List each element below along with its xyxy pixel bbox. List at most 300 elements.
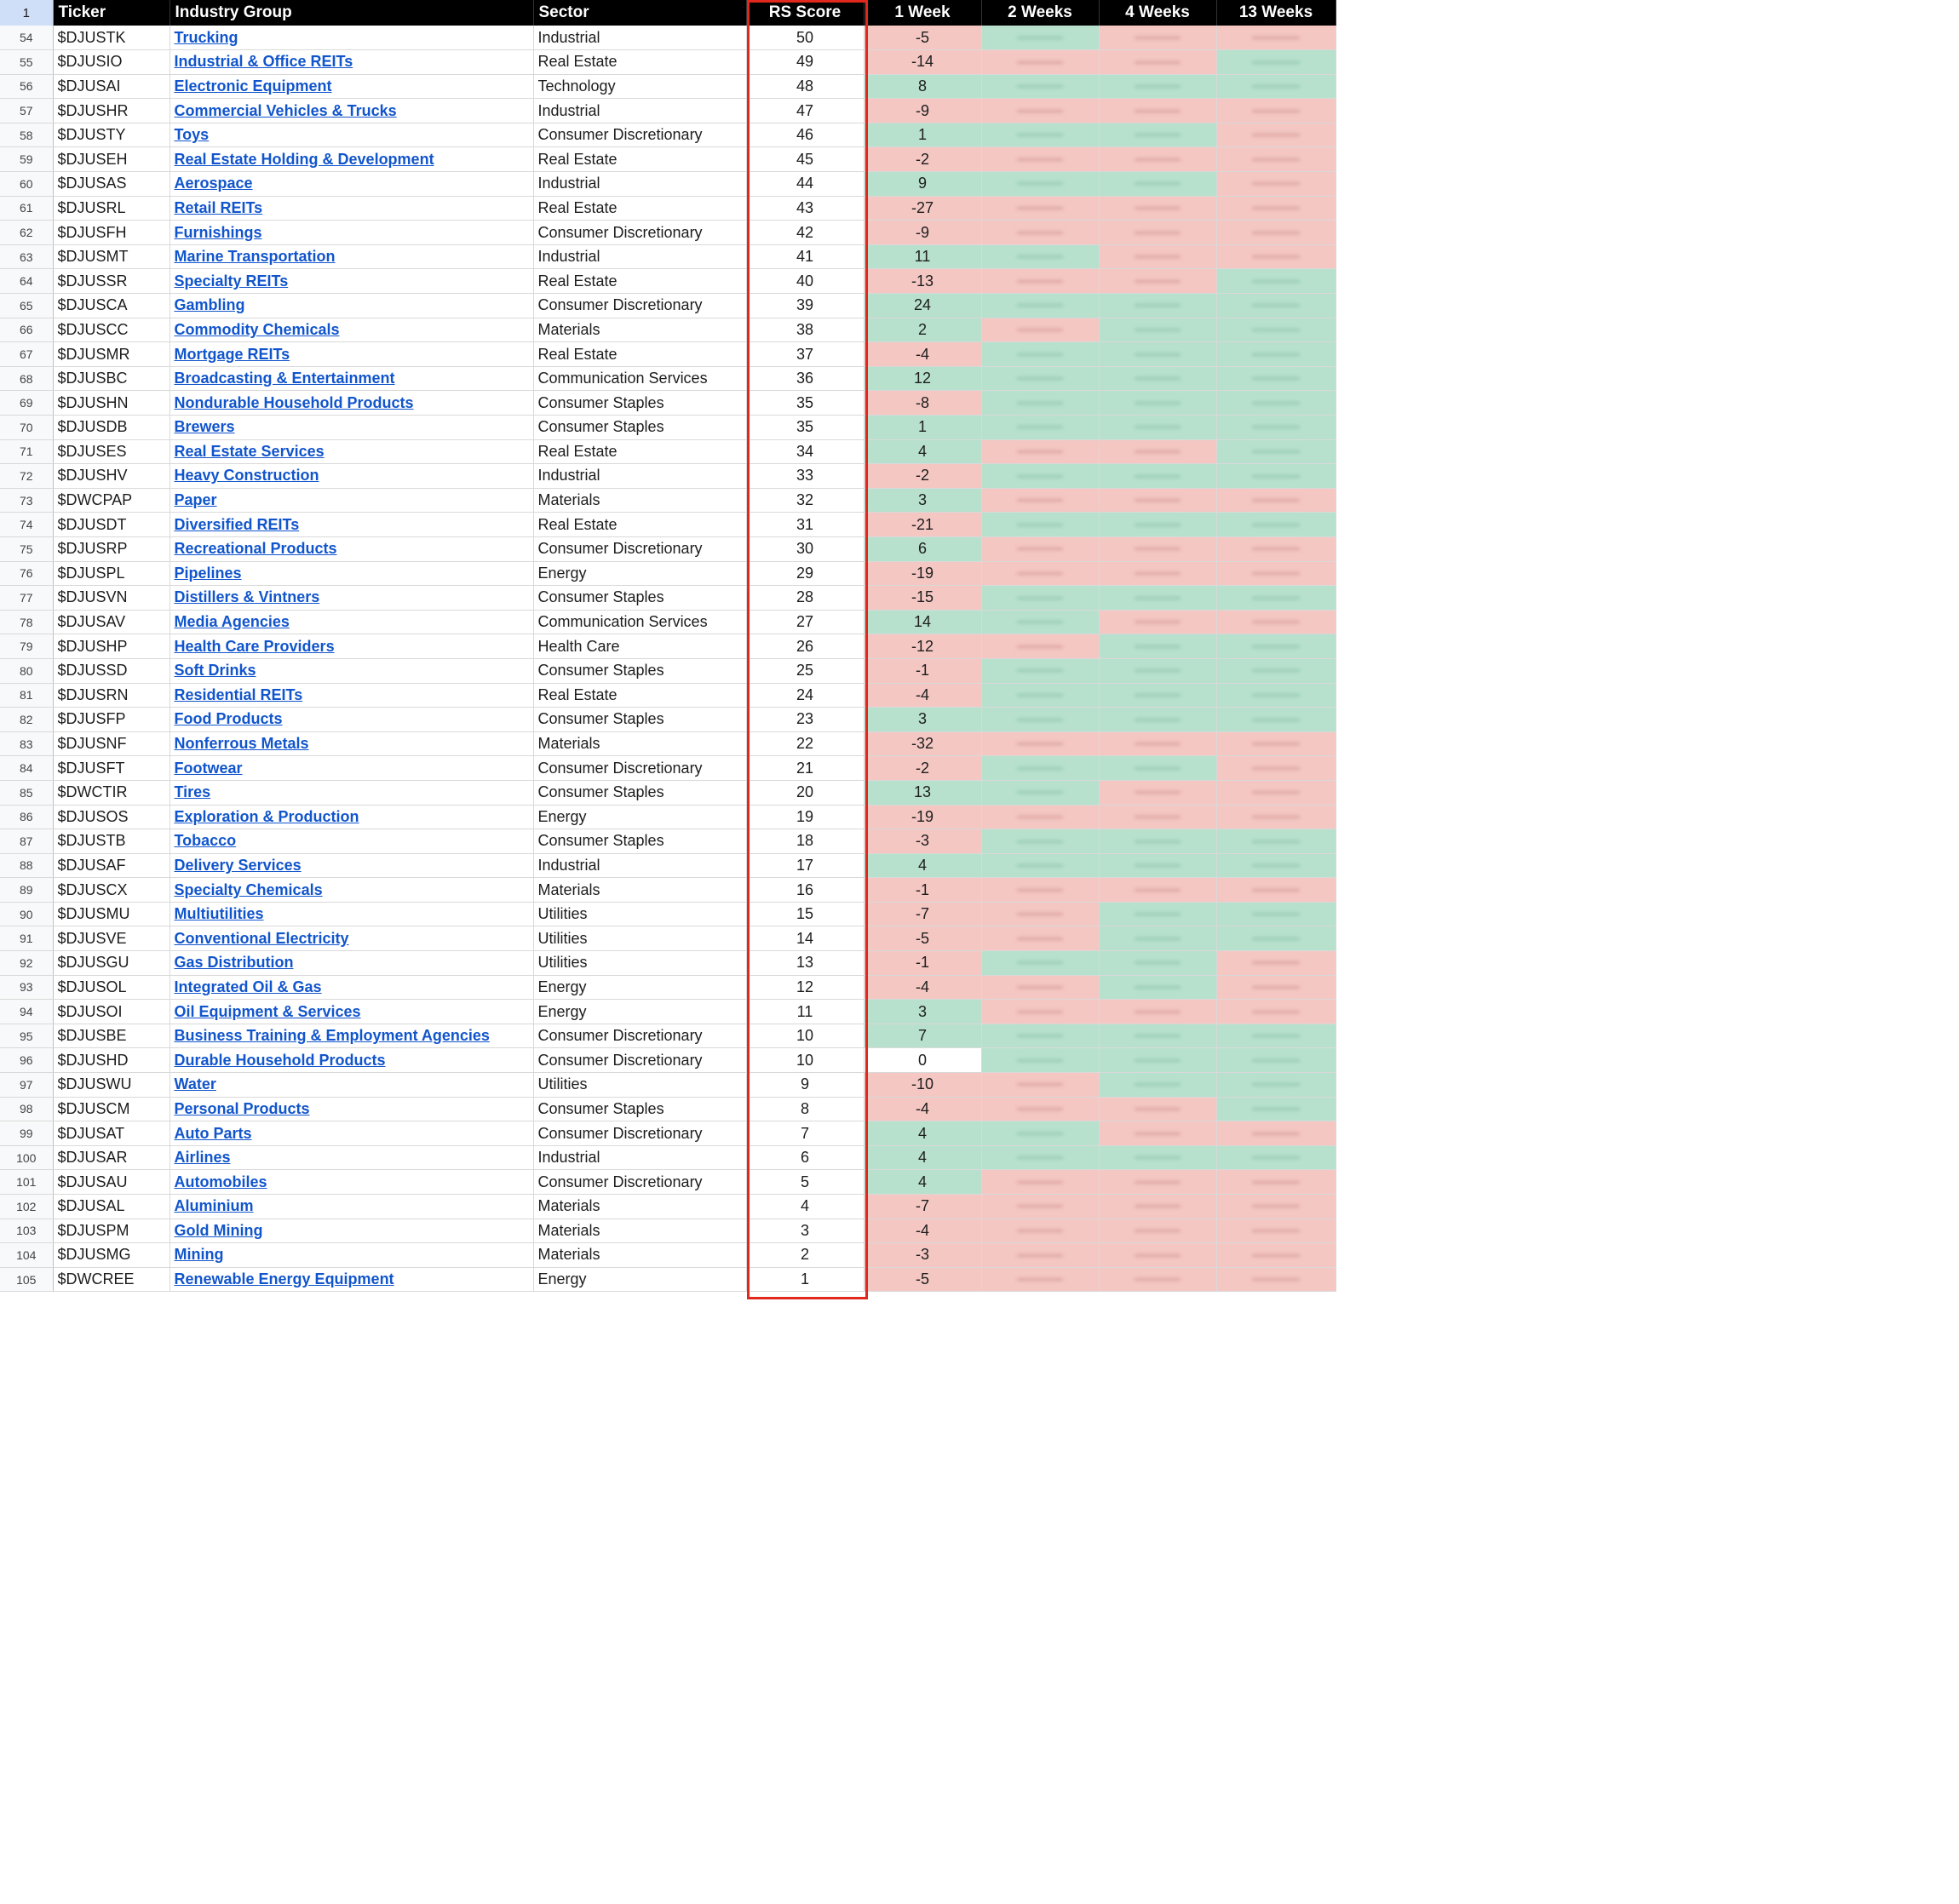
week4-blurred-cell[interactable] xyxy=(1099,416,1216,440)
week1-change-cell[interactable]: 4 xyxy=(864,1145,981,1170)
industry-group-link[interactable]: Specialty Chemicals xyxy=(174,880,323,898)
table-row[interactable] xyxy=(0,780,1336,805)
week2-blurred-cell[interactable] xyxy=(981,1048,1099,1073)
sector-cell[interactable]: Energy xyxy=(533,561,746,586)
ticker-cell[interactable]: $DJUSTY xyxy=(53,123,169,147)
sector-cell[interactable]: Industrial xyxy=(533,464,746,489)
week1-change-cell[interactable]: -8 xyxy=(864,391,981,416)
week4-blurred-cell[interactable] xyxy=(1099,147,1216,172)
week2-blurred-cell[interactable] xyxy=(981,99,1099,123)
industry-group-cell[interactable] xyxy=(169,1000,533,1024)
table-row[interactable] xyxy=(0,561,1336,586)
sector-cell[interactable]: Consumer Discretionary xyxy=(533,123,746,147)
industry-group-cell[interactable] xyxy=(169,74,533,99)
industry-group-cell[interactable] xyxy=(169,561,533,586)
week4-blurred-cell[interactable] xyxy=(1099,464,1216,489)
week1-change-cell[interactable]: -21 xyxy=(864,513,981,537)
ticker-cell[interactable]: $DJUSPL xyxy=(53,561,169,586)
sector-cell[interactable]: Real Estate xyxy=(533,147,746,172)
week1-change-cell[interactable]: 14 xyxy=(864,610,981,634)
week13-blurred-cell[interactable] xyxy=(1216,902,1336,926)
week2-blurred-cell[interactable] xyxy=(981,610,1099,634)
sector-cell[interactable]: Materials xyxy=(533,731,746,756)
table-row[interactable] xyxy=(0,391,1336,416)
industry-group-cell[interactable] xyxy=(169,123,533,147)
sector-cell[interactable]: Utilities xyxy=(533,951,746,976)
week2-blurred-cell[interactable] xyxy=(981,829,1099,854)
ticker-cell[interactable]: $DJUSBC xyxy=(53,366,169,391)
ticker-cell[interactable]: $DJUSCM xyxy=(53,1097,169,1121)
sector-cell[interactable]: Technology xyxy=(533,74,746,99)
rs-score-cell[interactable]: 39 xyxy=(746,294,864,318)
row-number[interactable]: 74 xyxy=(0,513,53,537)
ticker-cell[interactable]: $DJUSMG xyxy=(53,1243,169,1268)
week1-change-cell[interactable]: 0 xyxy=(864,1048,981,1073)
week4-blurred-cell[interactable] xyxy=(1099,244,1216,269)
week13-blurred-cell[interactable] xyxy=(1216,464,1336,489)
ticker-cell[interactable]: $DJUSMT xyxy=(53,244,169,269)
rs-score-cell[interactable]: 46 xyxy=(746,123,864,147)
week1-change-cell[interactable]: 24 xyxy=(864,294,981,318)
row-number[interactable]: 83 xyxy=(0,731,53,756)
week1-change-cell[interactable]: -5 xyxy=(864,1267,981,1292)
industry-group-link[interactable]: Brewers xyxy=(174,418,235,436)
industry-group-cell[interactable] xyxy=(169,1121,533,1146)
industry-group-link[interactable]: Water xyxy=(174,1075,216,1093)
industry-group-header[interactable]: Industry Group xyxy=(169,0,533,26)
rs-score-cell[interactable]: 10 xyxy=(746,1024,864,1048)
rs-score-cell[interactable]: 6 xyxy=(746,1145,864,1170)
ticker-cell[interactable]: $DWCTIR xyxy=(53,780,169,805)
ticker-cell[interactable]: $DJUSHD xyxy=(53,1048,169,1073)
week4-blurred-cell[interactable] xyxy=(1099,294,1216,318)
ticker-cell[interactable]: $DJUSES xyxy=(53,439,169,464)
week2-blurred-cell[interactable] xyxy=(981,488,1099,513)
rs-score-cell[interactable]: 29 xyxy=(746,561,864,586)
week2-blurred-cell[interactable] xyxy=(981,853,1099,878)
week4-blurred-cell[interactable] xyxy=(1099,780,1216,805)
ticker-cell[interactable]: $DJUSHV xyxy=(53,464,169,489)
week13-blurred-cell[interactable] xyxy=(1216,294,1336,318)
industry-group-cell[interactable] xyxy=(169,708,533,732)
table-row[interactable] xyxy=(0,221,1336,245)
industry-group-link[interactable]: Oil Equipment & Services xyxy=(174,1002,361,1020)
week13-blurred-cell[interactable] xyxy=(1216,1145,1336,1170)
row-number[interactable]: 90 xyxy=(0,902,53,926)
row-number[interactable]: 97 xyxy=(0,1073,53,1098)
week4-blurred-cell[interactable] xyxy=(1099,1000,1216,1024)
sector-cell[interactable]: Consumer Staples xyxy=(533,1097,746,1121)
week13-blurred-cell[interactable] xyxy=(1216,123,1336,147)
industry-group-cell[interactable] xyxy=(169,147,533,172)
rs-score-cell[interactable]: 37 xyxy=(746,342,864,367)
week4-blurred-cell[interactable] xyxy=(1099,1170,1216,1195)
rs-score-cell[interactable]: 38 xyxy=(746,318,864,342)
industry-group-cell[interactable] xyxy=(169,902,533,926)
industry-group-cell[interactable] xyxy=(169,780,533,805)
row-number[interactable]: 79 xyxy=(0,634,53,659)
row-number[interactable]: 55 xyxy=(0,50,53,75)
week1-change-cell[interactable]: -4 xyxy=(864,1097,981,1121)
industry-group-cell[interactable] xyxy=(169,829,533,854)
industry-group-link[interactable]: Exploration & Production xyxy=(174,807,359,825)
week4-blurred-cell[interactable] xyxy=(1099,269,1216,294)
week2-blurred-cell[interactable] xyxy=(981,586,1099,611)
industry-group-link[interactable]: Aluminium xyxy=(174,1197,254,1215)
industry-group-link[interactable]: Real Estate Services xyxy=(174,442,325,460)
industry-group-link[interactable]: Nondurable Household Products xyxy=(174,393,414,411)
week1-change-cell[interactable]: 9 xyxy=(864,172,981,197)
week2-blurred-cell[interactable] xyxy=(981,1073,1099,1098)
industry-group-link[interactable]: Soft Drinks xyxy=(174,662,256,680)
week13-blurred-cell[interactable] xyxy=(1216,708,1336,732)
week1-change-cell[interactable]: 4 xyxy=(864,1170,981,1195)
ticker-cell[interactable]: $DJUSGU xyxy=(53,951,169,976)
ticker-cell[interactable]: $DJUSSD xyxy=(53,658,169,683)
row-number[interactable]: 56 xyxy=(0,74,53,99)
industry-group-link[interactable]: Integrated Oil & Gas xyxy=(174,978,322,995)
row-number[interactable]: 61 xyxy=(0,196,53,221)
row-number[interactable]: 77 xyxy=(0,586,53,611)
week1-change-cell[interactable]: 4 xyxy=(864,439,981,464)
rs-score-cell[interactable]: 31 xyxy=(746,513,864,537)
row-number[interactable]: 102 xyxy=(0,1195,53,1219)
row-number[interactable]: 68 xyxy=(0,366,53,391)
rs-score-cell[interactable]: 41 xyxy=(746,244,864,269)
week13-blurred-cell[interactable] xyxy=(1216,221,1336,245)
row-number[interactable]: 60 xyxy=(0,172,53,197)
rs-score-cell[interactable]: 43 xyxy=(746,196,864,221)
industry-group-link[interactable]: Heavy Construction xyxy=(174,467,319,485)
table-row[interactable] xyxy=(0,1267,1336,1292)
week13-blurred-cell[interactable] xyxy=(1216,416,1336,440)
industry-group-cell[interactable] xyxy=(169,416,533,440)
rs-score-cell[interactable]: 22 xyxy=(746,731,864,756)
industry-group-cell[interactable] xyxy=(169,488,533,513)
week13-blurred-cell[interactable] xyxy=(1216,878,1336,903)
week1-change-cell[interactable]: -1 xyxy=(864,878,981,903)
industry-group-cell[interactable] xyxy=(169,658,533,683)
week4-blurred-cell[interactable] xyxy=(1099,1097,1216,1121)
industry-group-cell[interactable] xyxy=(169,26,533,50)
table-row[interactable] xyxy=(0,244,1336,269)
table-row[interactable] xyxy=(0,464,1336,489)
table-row[interactable] xyxy=(0,123,1336,147)
industry-group-link[interactable]: Distillers & Vintners xyxy=(174,588,320,606)
week4-blurred-cell[interactable] xyxy=(1099,610,1216,634)
week4-blurred-cell[interactable] xyxy=(1099,1048,1216,1073)
ticker-cell[interactable]: $DJUSNF xyxy=(53,731,169,756)
sector-cell[interactable]: Materials xyxy=(533,1195,746,1219)
sector-cell[interactable]: Utilities xyxy=(533,902,746,926)
industry-group-cell[interactable] xyxy=(169,221,533,245)
rs-score-cell[interactable]: 33 xyxy=(746,464,864,489)
week13-blurred-cell[interactable] xyxy=(1216,172,1336,197)
table-row[interactable] xyxy=(0,74,1336,99)
week1-change-cell[interactable]: -5 xyxy=(864,26,981,50)
week2-blurred-cell[interactable] xyxy=(981,416,1099,440)
sector-cell[interactable]: Health Care xyxy=(533,634,746,659)
industry-group-link[interactable]: Food Products xyxy=(174,710,283,728)
industry-group-cell[interactable] xyxy=(169,536,533,561)
ticker-cell[interactable]: $DJUSRP xyxy=(53,536,169,561)
industry-group-link[interactable]: Commodity Chemicals xyxy=(174,320,340,338)
industry-group-link[interactable]: Automobiles xyxy=(174,1173,267,1190)
industry-group-cell[interactable] xyxy=(169,878,533,903)
week4-blurred-cell[interactable] xyxy=(1099,1073,1216,1098)
table-row[interactable] xyxy=(0,708,1336,732)
week4-blurred-cell[interactable] xyxy=(1099,1219,1216,1243)
sector-cell[interactable]: Industrial xyxy=(533,244,746,269)
week4-blurred-cell[interactable] xyxy=(1099,805,1216,829)
industry-group-link[interactable]: Health Care Providers xyxy=(174,637,335,655)
ticker-cell[interactable]: $DJUSAU xyxy=(53,1170,169,1195)
week13-blurred-cell[interactable] xyxy=(1216,756,1336,781)
table-row[interactable] xyxy=(0,1048,1336,1073)
week1-change-cell[interactable]: 6 xyxy=(864,536,981,561)
table-row[interactable] xyxy=(0,1097,1336,1121)
rs-score-cell[interactable]: 10 xyxy=(746,1048,864,1073)
industry-group-link[interactable]: Marine Transportation xyxy=(174,248,336,266)
week2-blurred-cell[interactable] xyxy=(981,1195,1099,1219)
week13-blurred-cell[interactable] xyxy=(1216,536,1336,561)
week13-blurred-cell[interactable] xyxy=(1216,1000,1336,1024)
week1-change-cell[interactable]: -13 xyxy=(864,269,981,294)
week13-blurred-cell[interactable] xyxy=(1216,780,1336,805)
industry-group-link[interactable]: Media Agencies xyxy=(174,613,290,631)
week13-blurred-cell[interactable] xyxy=(1216,1195,1336,1219)
week4-blurred-cell[interactable] xyxy=(1099,1267,1216,1292)
week1-change-cell[interactable]: -27 xyxy=(864,196,981,221)
week1-change-cell[interactable]: -15 xyxy=(864,586,981,611)
week1-change-cell[interactable]: 13 xyxy=(864,780,981,805)
week2-blurred-cell[interactable] xyxy=(981,926,1099,951)
rs-score-cell[interactable]: 15 xyxy=(746,902,864,926)
week4-blurred-cell[interactable] xyxy=(1099,1195,1216,1219)
row-number[interactable]: 75 xyxy=(0,536,53,561)
rs-score-cell[interactable]: 13 xyxy=(746,951,864,976)
sector-cell[interactable]: Consumer Discretionary xyxy=(533,1048,746,1073)
industry-group-cell[interactable] xyxy=(169,610,533,634)
industry-group-cell[interactable] xyxy=(169,1048,533,1073)
sector-cell[interactable]: Consumer Staples xyxy=(533,708,746,732)
rs-score-cell[interactable]: 19 xyxy=(746,805,864,829)
industry-group-link[interactable]: Durable Household Products xyxy=(174,1051,386,1069)
industry-group-link[interactable]: Specialty REITs xyxy=(174,272,289,290)
rs-score-cell[interactable]: 32 xyxy=(746,488,864,513)
industry-group-cell[interactable] xyxy=(169,756,533,781)
sector-cell[interactable]: Materials xyxy=(533,1243,746,1268)
sector-cell[interactable]: Real Estate xyxy=(533,439,746,464)
industry-group-link[interactable]: Aerospace xyxy=(174,175,253,192)
week1-change-cell[interactable]: -14 xyxy=(864,50,981,75)
week4-blurred-cell[interactable] xyxy=(1099,99,1216,123)
industry-group-cell[interactable] xyxy=(169,513,533,537)
week13-blurred-cell[interactable] xyxy=(1216,683,1336,708)
table-row[interactable] xyxy=(0,294,1336,318)
week4-blurred-cell[interactable] xyxy=(1099,634,1216,659)
sector-cell[interactable]: Real Estate xyxy=(533,196,746,221)
industry-group-cell[interactable] xyxy=(169,172,533,197)
sector-header[interactable]: Sector xyxy=(533,0,746,26)
sector-cell[interactable]: Energy xyxy=(533,975,746,1000)
week2-blurred-cell[interactable] xyxy=(981,318,1099,342)
week2-blurred-cell[interactable] xyxy=(981,513,1099,537)
industry-group-link[interactable]: Industrial & Office REITs xyxy=(174,53,353,71)
row-number[interactable]: 64 xyxy=(0,269,53,294)
week4-blurred-cell[interactable] xyxy=(1099,1024,1216,1048)
industry-group-cell[interactable] xyxy=(169,366,533,391)
row-number[interactable]: 101 xyxy=(0,1170,53,1195)
week2-blurred-cell[interactable] xyxy=(981,464,1099,489)
week2-blurred-cell[interactable] xyxy=(981,342,1099,367)
industry-group-link[interactable]: Personal Products xyxy=(174,1099,310,1117)
table-row[interactable] xyxy=(0,1073,1336,1098)
week4-blurred-cell[interactable] xyxy=(1099,50,1216,75)
industry-group-link[interactable]: Recreational Products xyxy=(174,540,337,558)
rs-score-cell[interactable]: 27 xyxy=(746,610,864,634)
table-row[interactable] xyxy=(0,1145,1336,1170)
rs-score-cell[interactable]: 45 xyxy=(746,147,864,172)
industry-group-link[interactable]: Electronic Equipment xyxy=(174,77,332,95)
week4-blurred-cell[interactable] xyxy=(1099,1145,1216,1170)
ticker-cell[interactable]: $DJUSBE xyxy=(53,1024,169,1048)
week13-blurred-cell[interactable] xyxy=(1216,634,1336,659)
row-number[interactable]: 76 xyxy=(0,561,53,586)
row-number-header[interactable]: 1 xyxy=(0,0,53,26)
week2-blurred-cell[interactable] xyxy=(981,1000,1099,1024)
industry-group-link[interactable]: Broadcasting & Entertainment xyxy=(174,370,395,387)
ticker-cell[interactable]: $DJUSFP xyxy=(53,708,169,732)
week2-blurred-cell[interactable] xyxy=(981,634,1099,659)
sector-cell[interactable]: Real Estate xyxy=(533,50,746,75)
table-row[interactable] xyxy=(0,1000,1336,1024)
rs-score-cell[interactable]: 12 xyxy=(746,975,864,1000)
ticker-cell[interactable]: $DJUSAF xyxy=(53,853,169,878)
rs-score-cell[interactable]: 35 xyxy=(746,416,864,440)
industry-group-cell[interactable] xyxy=(169,1073,533,1098)
sector-cell[interactable]: Materials xyxy=(533,318,746,342)
row-number[interactable]: 54 xyxy=(0,26,53,50)
week4-blurred-cell[interactable] xyxy=(1099,731,1216,756)
week1-change-cell[interactable]: -7 xyxy=(864,902,981,926)
rs-score-cell[interactable]: 44 xyxy=(746,172,864,197)
week2-blurred-cell[interactable] xyxy=(981,1024,1099,1048)
table-row[interactable] xyxy=(0,536,1336,561)
rs-score-cell[interactable]: 2 xyxy=(746,1243,864,1268)
row-number[interactable]: 59 xyxy=(0,147,53,172)
sector-cell[interactable]: Consumer Staples xyxy=(533,658,746,683)
week2-blurred-cell[interactable] xyxy=(981,1219,1099,1243)
table-row[interactable] xyxy=(0,926,1336,951)
industry-group-cell[interactable] xyxy=(169,294,533,318)
week2-blurred-cell[interactable] xyxy=(981,196,1099,221)
sector-cell[interactable]: Utilities xyxy=(533,926,746,951)
week13-blurred-cell[interactable] xyxy=(1216,488,1336,513)
week2-blurred-cell[interactable] xyxy=(981,269,1099,294)
week2-blurred-cell[interactable] xyxy=(981,50,1099,75)
table-row[interactable] xyxy=(0,513,1336,537)
ticker-cell[interactable]: $DJUSAV xyxy=(53,610,169,634)
week13-blurred-cell[interactable] xyxy=(1216,975,1336,1000)
ticker-cell[interactable]: $DJUSOS xyxy=(53,805,169,829)
week1-change-cell[interactable]: -2 xyxy=(864,147,981,172)
week2-blurred-cell[interactable] xyxy=(981,74,1099,99)
row-number[interactable]: 87 xyxy=(0,829,53,854)
week1-change-cell[interactable]: -4 xyxy=(864,975,981,1000)
sector-cell[interactable]: Industrial xyxy=(533,172,746,197)
week4-blurred-cell[interactable] xyxy=(1099,439,1216,464)
row-number[interactable]: 86 xyxy=(0,805,53,829)
industry-group-link[interactable]: Trucking xyxy=(174,28,238,46)
week13-blurred-cell[interactable] xyxy=(1216,99,1336,123)
sector-cell[interactable]: Consumer Staples xyxy=(533,780,746,805)
table-row[interactable] xyxy=(0,1024,1336,1048)
rs-score-cell[interactable]: 24 xyxy=(746,683,864,708)
week13-blurred-cell[interactable] xyxy=(1216,829,1336,854)
rs-score-cell[interactable]: 48 xyxy=(746,74,864,99)
industry-group-cell[interactable] xyxy=(169,50,533,75)
week13-blurred-cell[interactable] xyxy=(1216,1219,1336,1243)
industry-group-cell[interactable] xyxy=(169,586,533,611)
table-row[interactable] xyxy=(0,172,1336,197)
table-row[interactable] xyxy=(0,269,1336,294)
industry-group-link[interactable]: Residential REITs xyxy=(174,685,303,703)
ticker-cell[interactable]: $DJUSMR xyxy=(53,342,169,367)
industry-group-link[interactable]: Diversified REITs xyxy=(174,515,300,533)
row-number[interactable]: 80 xyxy=(0,658,53,683)
row-number[interactable]: 62 xyxy=(0,221,53,245)
week13-blurred-cell[interactable] xyxy=(1216,366,1336,391)
industry-group-link[interactable]: Multiutilities xyxy=(174,905,264,923)
sector-cell[interactable]: Consumer Discretionary xyxy=(533,756,746,781)
table-row[interactable] xyxy=(0,951,1336,976)
week13-blurred-cell[interactable] xyxy=(1216,926,1336,951)
week4-blurred-cell[interactable] xyxy=(1099,123,1216,147)
ticker-cell[interactable]: $DJUSEH xyxy=(53,147,169,172)
week1-change-cell[interactable]: 11 xyxy=(864,244,981,269)
industry-group-cell[interactable] xyxy=(169,1145,533,1170)
rs-score-header[interactable]: RS Score xyxy=(746,0,864,26)
industry-group-link[interactable]: Nonferrous Metals xyxy=(174,735,309,753)
row-number[interactable]: 93 xyxy=(0,975,53,1000)
rs-score-cell[interactable]: 20 xyxy=(746,780,864,805)
ticker-cell[interactable]: $DJUSVE xyxy=(53,926,169,951)
row-number[interactable]: 84 xyxy=(0,756,53,781)
week13-blurred-cell[interactable] xyxy=(1216,26,1336,50)
industry-group-link[interactable]: Footwear xyxy=(174,759,243,777)
industry-group-link[interactable]: Mining xyxy=(174,1246,224,1264)
week4-blurred-cell[interactable] xyxy=(1099,74,1216,99)
table-row[interactable] xyxy=(0,196,1336,221)
sector-cell[interactable]: Energy xyxy=(533,1267,746,1292)
rs-score-cell[interactable]: 28 xyxy=(746,586,864,611)
week13-blurred-cell[interactable] xyxy=(1216,439,1336,464)
row-number[interactable]: 57 xyxy=(0,99,53,123)
row-number[interactable]: 65 xyxy=(0,294,53,318)
ticker-cell[interactable]: $DJUSHN xyxy=(53,391,169,416)
rs-score-cell[interactable]: 34 xyxy=(746,439,864,464)
row-number[interactable]: 104 xyxy=(0,1243,53,1268)
sector-cell[interactable]: Utilities xyxy=(533,1073,746,1098)
week4-blurred-cell[interactable] xyxy=(1099,902,1216,926)
ticker-cell[interactable]: $DJUSDT xyxy=(53,513,169,537)
week2-header[interactable]: 2 Weeks xyxy=(981,0,1099,26)
sector-cell[interactable]: Consumer Staples xyxy=(533,829,746,854)
week13-blurred-cell[interactable] xyxy=(1216,731,1336,756)
week1-change-cell[interactable]: 12 xyxy=(864,366,981,391)
week4-blurred-cell[interactable] xyxy=(1099,853,1216,878)
